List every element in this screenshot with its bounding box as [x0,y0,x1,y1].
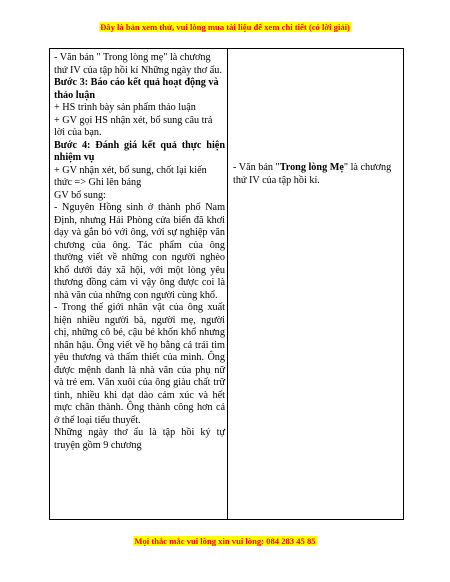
teacher-call-paragraph: + GV gọi HS nhận xét, bổ sung câu trả lời của bạn. [54,114,213,138]
preview-notice-banner: Đây là bản xem thử, vui lòng mua tài liệu để xem chi tiết (có lời giải) [100,22,350,32]
content-table [49,48,404,520]
step3-heading: Bước 3: Báo cáo kết quả hoạt động và thảo luận [54,77,219,101]
teacher-student-activity-column [54,52,225,452]
teacher-conclusion-paragraph: + GV nhận xét, bổ sung, chốt lại kiến thức => Ghi lên bảng [54,164,207,188]
student-presentation-paragraph: + HS trình bày sản phẩm thảo luận [54,102,196,113]
character-world-paragraph: - Trong thế giới nhân vật của ông xuất hiện nhiều người bà, người mẹ, người chị, những cô bé, cậu bé khốn khổ nhưng nhân hậu. Ông viết về họ bằng cả trái tim yêu thương và thấm thiết của mình. Ông được mệnh danh là nhà văn của phụ nữ và trẻ em. Văn xuôi của ông giàu chất trữ tình, nhiều khi dạt dào cảm xúc và hết mực chân thành. Ông thành công hơn cả ở thể loại tiểu thuyết. [54,302,225,426]
text-position-note [233,162,399,187]
note-suffix: " là chương thứ IV của tập hồi kí. [233,162,392,186]
expected-product-column [233,162,399,187]
teacher-supplement-label: GV bổ sung: [54,189,106,201]
text-intro-paragraph: - Văn bản " Trong lòng mẹ" là chương thứ IV của tập hồi kí Những ngày thơ ấu. [54,52,222,76]
column-divider [227,49,228,519]
note-prefix: - Văn bản " [233,162,280,173]
work-title: Trong lòng Mẹ [279,162,344,173]
author-bio-paragraph: - Nguyên Hồng sinh ở thành phố Nam Định, nhưng Hải Phòng cửa biển đã khơi dạy và gắn bó với ông, với sự nghiệp văn chương của ông. Tác phẩm của ông thường viết về những con người nghèo khổ dưới đáy xã hội, với một lòng yêu thương đồng cảm vì vậy ông được coi là nhà văn của những con người cùng khổ. [54,202,225,301]
contact-banner: Mọi thắc mắc vui lòng xin vui lòng: 084 283 45 85 [134,536,316,546]
step4-heading: Bước 4: Đánh giá kết quả thực hiện nhiệm vụ [54,139,225,163]
memoir-summary-paragraph: Những ngày thơ ấu là tập hồi ký tự truyện gồm 9 chương [54,427,225,451]
